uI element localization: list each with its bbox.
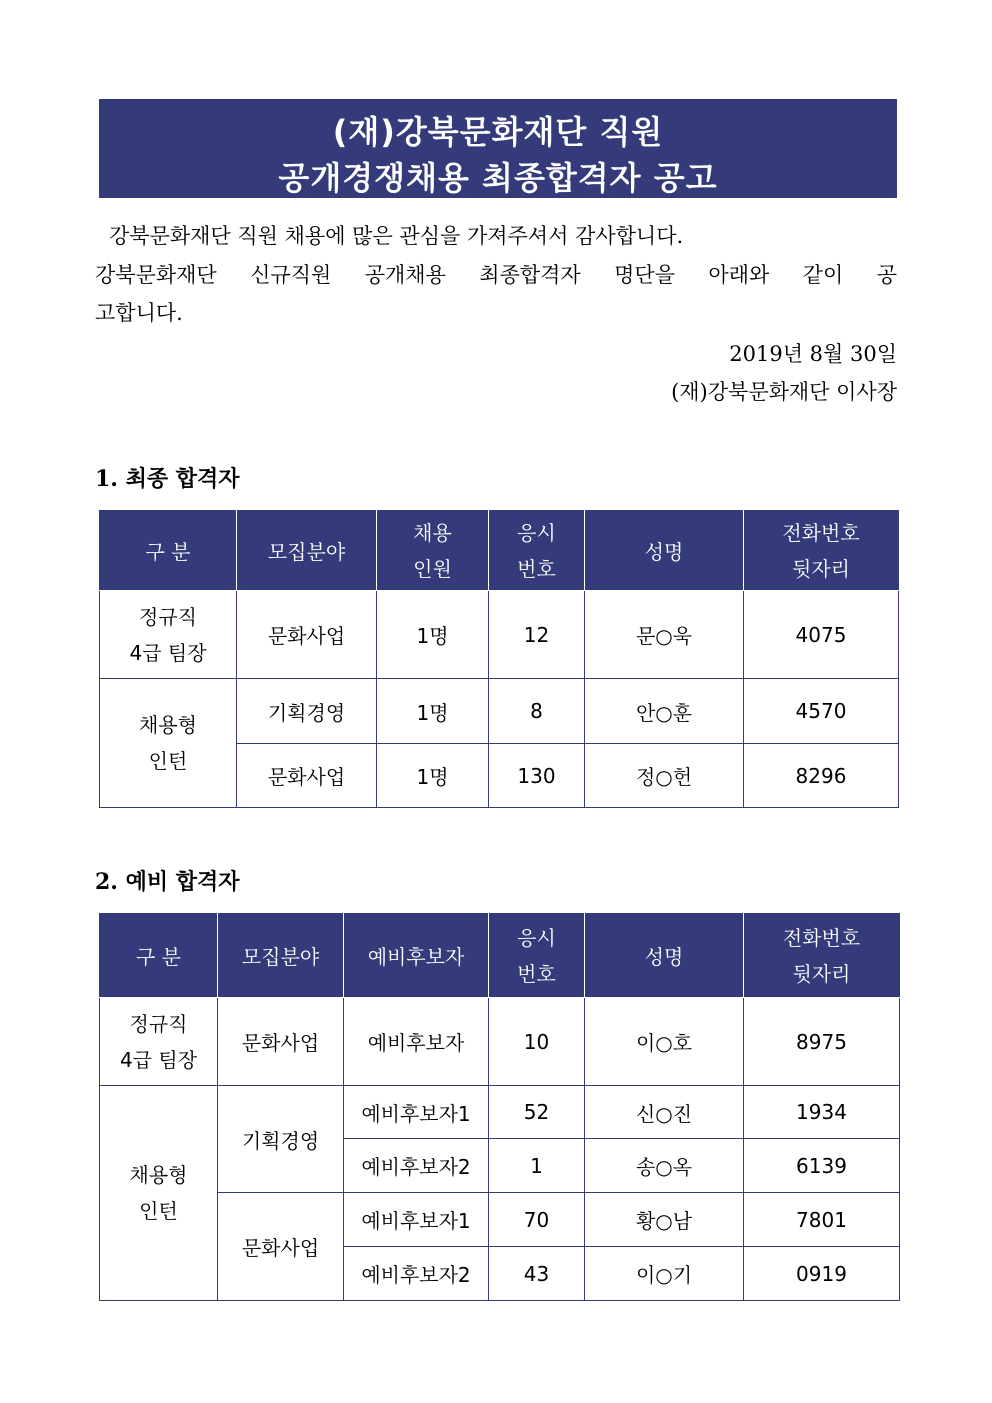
header-name: 성명 (585, 511, 744, 591)
phone-cell: 1934 (744, 1086, 900, 1139)
header-field: 모집분야 (218, 914, 344, 998)
reserve-cell: 예비후보자2 (344, 1139, 489, 1193)
category-cell: 채용형 인턴 (100, 679, 237, 808)
header-exam-number: 응시 번호 (489, 511, 585, 591)
exam-cell: 130 (489, 744, 585, 808)
intro-line-1: 강북문화재단 직원 채용에 많은 관심을 가져주셔서 감사합니다. (109, 224, 684, 248)
name-cell: 문○욱 (585, 591, 744, 679)
count-cell: 1명 (377, 744, 489, 808)
final-passers-table (99, 510, 899, 808)
phone-cell: 4075 (744, 591, 899, 679)
exam-cell: 43 (489, 1247, 585, 1301)
field-cell: 문화사업 (218, 998, 344, 1086)
exam-cell: 70 (489, 1193, 585, 1247)
category-cell: 정규직 4급 팀장 (100, 591, 237, 679)
exam-cell: 1 (489, 1139, 585, 1193)
table-row (100, 1193, 900, 1247)
name-cell: 이○호 (585, 998, 744, 1086)
exam-cell: 12 (489, 591, 585, 679)
table-row (100, 1086, 900, 1139)
name-cell: 안○훈 (585, 679, 744, 744)
table-row (100, 591, 899, 679)
exam-cell: 8 (489, 679, 585, 744)
signer: (재)강북문화재단 이사장 (671, 380, 897, 404)
phone-cell: 4570 (744, 679, 899, 744)
header-phone: 전화번호 뒷자리 (744, 914, 900, 998)
count-cell: 1명 (377, 591, 489, 679)
title-line-1: (재)강북문화재단 직원 (332, 113, 664, 151)
header-category: 구 분 (100, 914, 218, 998)
header-phone: 전화번호 뒷자리 (744, 511, 899, 591)
name-cell: 이○기 (585, 1247, 744, 1301)
name-cell: 신○진 (585, 1086, 744, 1139)
reserve-cell: 예비후보자2 (344, 1247, 489, 1301)
title-banner (99, 99, 897, 198)
table-row (100, 679, 899, 744)
field-cell: 기획경영 (237, 679, 377, 744)
category-cell: 채용형 인턴 (100, 1086, 218, 1301)
phone-cell: 0919 (744, 1247, 900, 1301)
section1-heading: 1. 최종 합격자 (95, 466, 240, 492)
name-cell: 송○옥 (585, 1139, 744, 1193)
header-category: 구 분 (100, 511, 237, 591)
phone-cell: 7801 (744, 1193, 900, 1247)
table-header-row (100, 914, 900, 998)
reserve-cell: 예비후보자1 (344, 1086, 489, 1139)
header-exam-number: 응시 번호 (489, 914, 585, 998)
section2-heading: 2. 예비 합격자 (95, 869, 240, 895)
reserve-passers-table (99, 913, 900, 1301)
header-field: 모집분야 (237, 511, 377, 591)
category-cell: 정규직 4급 팀장 (100, 998, 218, 1086)
intro-line-2: 강북문화재단 신규직원 공개채용 최종합격자 명단을 아래와 같이 공 (95, 263, 897, 287)
table-header-row (100, 511, 899, 591)
exam-cell: 52 (489, 1086, 585, 1139)
header-count: 채용 인원 (377, 511, 489, 591)
header-name: 성명 (585, 914, 744, 998)
field-cell: 문화사업 (237, 591, 377, 679)
exam-cell: 10 (489, 998, 585, 1086)
count-cell: 1명 (377, 679, 489, 744)
table-row (100, 998, 900, 1086)
field-cell: 기획경영 (218, 1086, 344, 1193)
field-cell: 문화사업 (237, 744, 377, 808)
name-cell: 황○남 (585, 1193, 744, 1247)
name-cell: 정○헌 (585, 744, 744, 808)
field-cell: 문화사업 (218, 1193, 344, 1301)
header-reserve: 예비후보자 (344, 914, 489, 998)
title-line-2: 공개경쟁채용 최종합격자 공고 (278, 159, 718, 197)
intro-line-3: 고합니다. (95, 301, 183, 325)
phone-cell: 8296 (744, 744, 899, 808)
reserve-cell: 예비후보자 (344, 998, 489, 1086)
notice-date: 2019년 8월 30일 (729, 342, 897, 366)
phone-cell: 6139 (744, 1139, 900, 1193)
reserve-cell: 예비후보자1 (344, 1193, 489, 1247)
phone-cell: 8975 (744, 998, 900, 1086)
